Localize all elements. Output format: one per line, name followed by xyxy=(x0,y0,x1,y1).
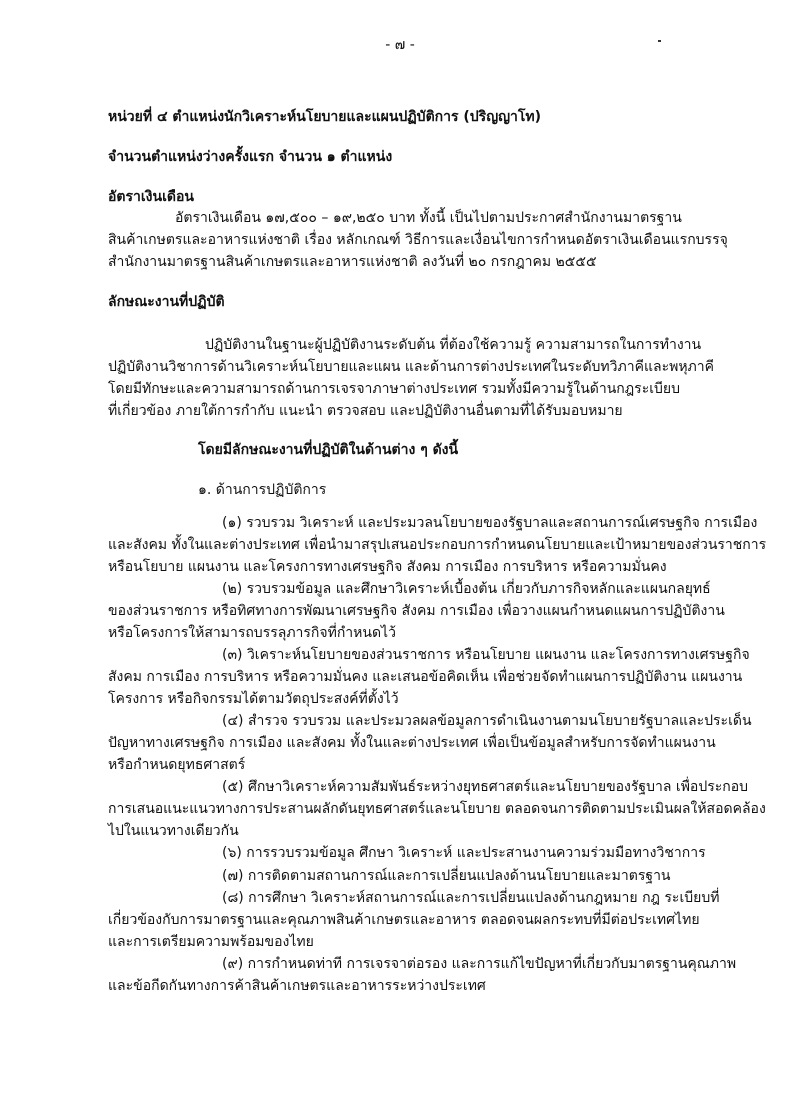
salary-line: อัตราเงินเดือน ๑๗,๕๐๐ – ๑๙,๒๕๐ บาท ทั้งนี้ เป็นไปตามประกาศสำนักงานมาตรฐาน xyxy=(175,210,682,226)
duties-intro-line: โดยมีทักษะและความสามารถด้านการเจรจาภาษาต่างประเทศ รวมทั้งมีความรู้ในด้านกฎระเบียบ xyxy=(108,381,680,397)
item-line: หรือกำหนดยุทธศาสตร์ xyxy=(108,757,246,773)
item-line: การเสนอแนะแนวทางการประสานผลักดันยุทธศาสตร์และนโยบาย ตลอดจนการติดตามประเมินผลให้สอดคล้อง xyxy=(108,801,766,817)
vacancy-line: จำนวนตำแหน่งว่างครั้งแรก จำนวน ๑ ตำแหน่ง xyxy=(108,149,393,165)
item-line: และข้อกีดกันทางการค้าสินค้าเกษตรและอาหารระหว่างประเทศ xyxy=(108,978,486,994)
item-line: ของส่วนราชการ หรือทิศทางการพัฒนาเศรษฐกิจ สังคม การเมือง เพื่อวางแผนกำหนดแผนการปฏิบัติงาน xyxy=(108,603,725,619)
item-line: (๒) รวบรวมข้อมูล และศึกษาวิเคราะห์เบื้องต้น เกี่ยวกับภารกิจหลักและแผนกลยุทธ์ xyxy=(222,581,711,597)
item-line: โครงการ หรือกิจกรรมได้ตามวัตถุประสงค์ที่ตั้งไว้ xyxy=(108,691,399,707)
salary-line: สำนักงานมาตรฐานสินค้าเกษตรและอาหารแห่งชาติ ลงวันที่ ๒๐ กรกฎาคม ๒๕๕๕ xyxy=(108,254,597,270)
duties-subheading: โดยมีลักษณะงานที่ปฏิบัติในด้านต่าง ๆ ดังนี้ xyxy=(198,442,459,458)
duties-heading: ลักษณะงานที่ปฏิบัติ xyxy=(108,294,225,310)
item-line: ไปในแนวทางเดียวกัน xyxy=(108,823,239,839)
item-line: สังคม การเมือง การบริหาร หรือความมั่นคง และเสนอข้อคิดเห็น เพื่อช่วยจัดทำแผนการปฏิบัติงาน แผนงาน xyxy=(108,669,743,685)
item-line: และสังคม ทั้งในและต่างประเทศ เพื่อนำมาสรุปเสนอประกอบการกำหนดนโยบายและเป้าหมายของส่วนราชการ xyxy=(108,537,767,553)
scan-speck xyxy=(658,40,661,42)
unit-heading: หน่วยที่ ๔ ตำแหน่งนักวิเคราะห์นโยบายและแผนปฏิบัติการ (ปริญญาโท) xyxy=(108,109,542,125)
duties-intro-line: ที่เกี่ยวข้อง ภายใต้การกำกับ แนะนำ ตรวจสอบ และปฏิบัติงานอื่นตามที่ได้รับมอบหมาย xyxy=(108,403,623,419)
item-line: (๙) การกำหนดท่าที การเจรจาต่อรอง และการแก้ไขปัญหาที่เกี่ยวกับมาตรฐานคุณภาพ xyxy=(222,956,737,972)
section-heading: ๑. ด้านการปฏิบัติการ xyxy=(198,482,327,498)
item-line: หรือนโยบาย แผนงาน และโครงการทางเศรษฐกิจ สังคม การเมือง การบริหาร หรือความมั่นคง xyxy=(108,559,667,575)
item-line: หรือโครงการให้สามารถบรรลุภารกิจที่กำหนดไว้ xyxy=(108,625,396,641)
item-line: (๖) การรวบรวมข้อมูล ศึกษา วิเคราะห์ และประสานงานความร่วมมือทางวิชาการ xyxy=(222,845,706,861)
item-line: ปัญหาทางเศรษฐกิจ การเมือง และสังคม ทั้งในและต่างประเทศ เพื่อเป็นข้อมูลสำหรับการจัดทำแผนงาน xyxy=(108,735,716,751)
duties-intro-line: ปฏิบัติงานในฐานะผู้ปฏิบัติงานระดับต้น ที่ต้องใช้ความรู้ ความสามารถในการทำงาน xyxy=(205,337,702,353)
page-number: - ๗ - xyxy=(385,37,415,53)
salary-heading: อัตราเงินเดือน xyxy=(108,189,194,205)
salary-line: สินค้าเกษตรและอาหารแห่งชาติ เรื่อง หลักเกณฑ์ วิธีการและเงื่อนไขการกำหนดอัตราเงินเดือนแรกบรรจุ xyxy=(108,232,728,248)
item-line: (๕) ศึกษาวิเคราะห์ความสัมพันธ์ระหว่างยุทธศาสตร์และนโยบายของรัฐบาล เพื่อประกอบ xyxy=(222,779,749,795)
item-line: (๘) การศึกษา วิเคราะห์สถานการณ์และการเปลี่ยนแปลงด้านกฎหมาย กฎ ระเบียบที่ xyxy=(222,890,720,906)
item-line: (๑) รวบรวม วิเคราะห์ และประมวลนโยบายของรัฐบาลและสถานการณ์เศรษฐกิจ การเมือง xyxy=(222,515,758,531)
item-line: (๓) วิเคราะห์นโยบายของส่วนราชการ หรือนโยบาย แผนงาน และโครงการทางเศรษฐกิจ xyxy=(222,647,750,663)
item-line: (๗) การติดตามสถานการณ์และการเปลี่ยนแปลงด้านนโยบายและมาตรฐาน xyxy=(222,868,671,884)
item-line: เกี่ยวข้องกับการมาตรฐานและคุณภาพสินค้าเกษตรและอาหาร ตลอดจนผลกระทบที่มีต่อประเทศไทย xyxy=(108,912,700,928)
item-line: และการเตรียมความพร้อมของไทย xyxy=(108,934,314,950)
duties-intro-line: ปฏิบัติงานวิชาการด้านวิเคราะห์นโยบายและแผน และด้านการต่างประเทศในระดับทวิภาคีและพหุภาคี xyxy=(108,359,715,375)
item-line: (๔) สำรวจ รวบรวม และประมวลผลข้อมูลการดำเนินงานตามนโยบายรัฐบาลและประเด็น xyxy=(222,713,752,729)
